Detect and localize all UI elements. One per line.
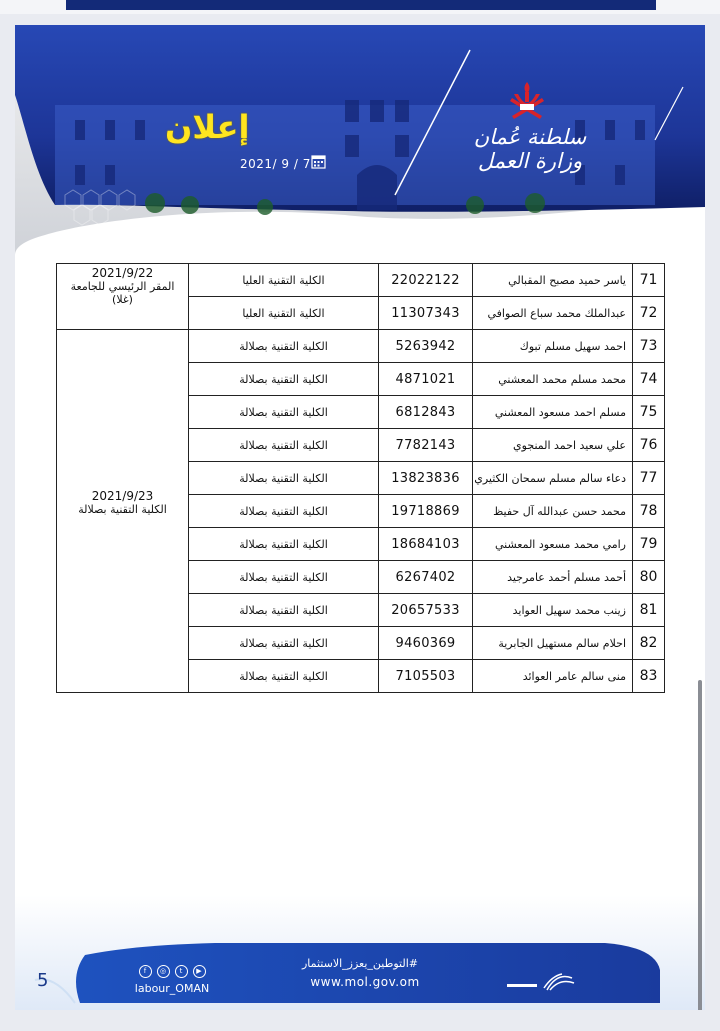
college-cell: الكلية التقنية بصلالة (189, 561, 379, 594)
college-cell: الكلية التقنية بصلالة (189, 660, 379, 693)
name-cell: أحمد مسلم أحمد عامرجيد (473, 561, 633, 594)
name-cell: رامي محمد مسعود المعشني (473, 528, 633, 561)
scrollbar[interactable] (698, 680, 702, 1010)
number-cell: 76 (633, 429, 665, 462)
name-cell: عبدالملك محمد سباع الصوافي (473, 297, 633, 330)
page-number: 5 (37, 970, 49, 991)
number-cell: 82 (633, 627, 665, 660)
number-cell: 78 (633, 495, 665, 528)
id-cell: 5263942 (379, 330, 473, 363)
college-cell: الكلية التقنية بصلالة (189, 462, 379, 495)
hashtag: #التوطين_يعزز_الاستثمار (301, 957, 419, 970)
college-cell: الكلية التقنية بصلالة (189, 528, 379, 561)
location-place: المقر الرئيسي للجامعة (70, 280, 175, 293)
location-place-sub: (غلا) (112, 293, 133, 306)
ministry-footer-logo-icon (502, 970, 577, 995)
name-cell: محمد حسن عبدالله آل حفيظ (473, 495, 633, 528)
id-cell: 9460369 (379, 627, 473, 660)
name-cell: زينب محمد سهيل العوايد (473, 594, 633, 627)
name-cell: مسلم احمد مسعود المعشني (473, 396, 633, 429)
oman-emblem-icon (506, 78, 548, 130)
footer-banner (15, 895, 705, 1010)
announcement-date: 2021/ 9 / 7 (240, 157, 311, 171)
college-cell: الكلية التقنية بصلالة (189, 396, 379, 429)
table-row (57, 264, 665, 297)
social-handle[interactable]: labour_OMAN (134, 982, 210, 995)
id-cell: 6267402 (379, 561, 473, 594)
number-cell: 77 (633, 462, 665, 495)
name-cell: احمد سهيل مسلم تبوك (473, 330, 633, 363)
number-cell: 73 (633, 330, 665, 363)
id-cell: 13823836 (379, 462, 473, 495)
name-cell: محمد مسلم محمد المعشني (473, 363, 633, 396)
candidates-table (56, 263, 665, 693)
youtube-icon[interactable]: ▶ (193, 965, 206, 978)
ministry-logo-text (455, 125, 605, 173)
number-cell: 75 (633, 396, 665, 429)
college-cell: الكلية التقنية بصلالة (189, 594, 379, 627)
college-cell: الكلية التقنية بصلالة (189, 330, 379, 363)
facebook-icon[interactable]: f (139, 965, 152, 978)
location-date: 2021/9/23 (91, 489, 154, 503)
id-cell: 19718869 (379, 495, 473, 528)
college-cell: الكلية التقنية بصلالة (189, 495, 379, 528)
id-cell: 22022122 (379, 264, 473, 297)
number-cell: 71 (633, 264, 665, 297)
announcement-title: إعلان (165, 108, 250, 146)
calendar-icon (311, 154, 326, 169)
id-cell: 11307343 (379, 297, 473, 330)
college-cell: الكلية التقنية بصلالة (189, 627, 379, 660)
document-page (15, 25, 705, 1010)
name-cell: احلام سالم مستهيل الجابرية (473, 627, 633, 660)
college-cell: الكلية التقنية بصلالة (189, 363, 379, 396)
header-banner (15, 25, 705, 260)
id-cell: 20657533 (379, 594, 473, 627)
number-cell: 80 (633, 561, 665, 594)
college-cell: الكلية التقنية العليا (189, 264, 379, 297)
number-cell: 79 (633, 528, 665, 561)
location-cell-2 (57, 330, 189, 693)
instagram-icon[interactable]: ◎ (157, 965, 170, 978)
top-strip (0, 0, 720, 14)
location-cell-1 (57, 264, 189, 330)
table-row (57, 330, 665, 363)
location-place: الكلية التقنية بصلالة (78, 503, 167, 516)
ministry-line-1: سلطنة عُمان (473, 125, 587, 149)
ministry-line-2: وزارة العمل (477, 149, 583, 173)
college-cell: الكلية التقنية بصلالة (189, 429, 379, 462)
name-cell: ياسر حميد مصبح المقبالي (473, 264, 633, 297)
id-cell: 6812843 (379, 396, 473, 429)
footer-background (15, 895, 705, 1010)
id-cell: 7782143 (379, 429, 473, 462)
social-block (132, 965, 212, 995)
twitter-icon[interactable]: t (175, 965, 188, 978)
number-cell: 83 (633, 660, 665, 693)
id-cell: 4871021 (379, 363, 473, 396)
number-cell: 72 (633, 297, 665, 330)
number-cell: 74 (633, 363, 665, 396)
name-cell: دعاء سالم مسلم سمحان الكثيري (473, 462, 633, 495)
id-cell: 7105503 (379, 660, 473, 693)
college-cell: الكلية التقنية العليا (189, 297, 379, 330)
name-cell: منى سالم عامر العوائد (473, 660, 633, 693)
name-cell: علي سعيد احمد المنجوي (473, 429, 633, 462)
number-cell: 81 (633, 594, 665, 627)
website-link[interactable]: www.mol.gov.om (310, 975, 420, 989)
id-cell: 18684103 (379, 528, 473, 561)
location-date: 2021/9/22 (91, 266, 154, 280)
previous-page-footer (66, 0, 656, 10)
